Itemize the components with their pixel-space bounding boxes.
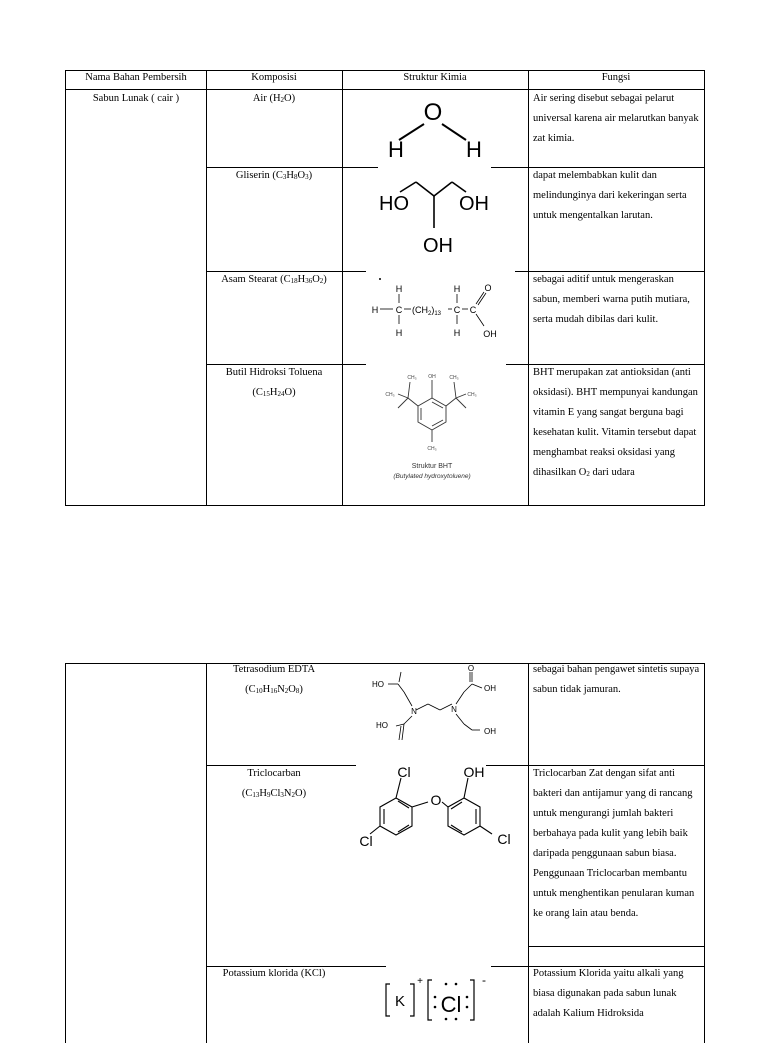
methyl-label: CH₃ (449, 375, 459, 381)
komposisi-edta: Tetrasodium EDTA $(C_{10}H_{16}N_2O_8)$ (232, 664, 316, 695)
charge-plus: + (417, 976, 423, 987)
chlorine-label: Cl (397, 764, 411, 780)
hydroxyl-label: OH (484, 684, 496, 693)
hydrogen-label: H (371, 305, 379, 315)
chlorine-label: Cl (359, 833, 373, 849)
hydrogen-label: H (388, 137, 404, 162)
oxygen-label: O (423, 99, 443, 126)
komposisi-asam-stearat: Asam Stearat $(C_{18}H_{36}O_2)$ (221, 274, 327, 285)
chlorine-label: Cl (440, 992, 462, 1017)
water-structure (380, 90, 500, 162)
oxygen-label: O (467, 664, 475, 673)
chlorine-label: Cl (497, 831, 511, 847)
header-fungsi: Fungsi (601, 72, 631, 83)
header-komposisi: Komposisi (251, 72, 297, 83)
fungsi-triclocarban: Triclocarban Zat dengan sifat anti bakteri dan antijamur yang di rancang untuk mengurangi jumlah bakteri berbahaya pada kulit yang lebih baik daripada penggunaan sabun biasa. Penggunaan Triclocarban membantu untuk menghentikan penularan kuman ke orang lain atau benda. (533, 768, 695, 919)
hydroxyl-label: OH (428, 374, 436, 380)
nitrogen-label: N (451, 705, 457, 714)
bht-caption: Struktur BHT (411, 463, 453, 470)
bht-structure (380, 368, 480, 486)
fungsi-asam-stearat: sebagai aditif untuk mengeraskan sabun, memberi warna putih mutiara, serta mudah dibilas dari kulit. (533, 274, 690, 325)
oxygen-label: O (484, 283, 492, 293)
carbon-label: C (453, 305, 461, 315)
hydrogen-label: H (395, 328, 403, 338)
carbon-label: C (395, 305, 403, 315)
hydroxyl-label: OH (463, 764, 485, 780)
nitrogen-label: N (411, 707, 417, 716)
hydroxyl-label: OH (459, 193, 489, 215)
komposisi-gliserin: Gliserin $(C_3H_8O_3)$ (235, 170, 313, 181)
hydroxyl-label: HO (372, 680, 384, 689)
fungsi-air: Air sering disebut sebagai pelarut universal karena air melarutkan banyak zat kimia. (533, 93, 699, 144)
komposisi-air: Air $(H_2O)$ (252, 93, 296, 104)
edta-structure (368, 664, 514, 750)
header-nama-bahan: Nama Bahan Pembersih (85, 72, 187, 83)
hydrogen-label: H (453, 284, 461, 294)
fungsi-kcl: Potassium Klorida yaitu alkali yang biasa digunakan pada sabun lunak adalah Kalium Hidroksida (533, 968, 684, 1019)
methyl-label: CH₃ (385, 392, 395, 398)
column-divider (342, 71, 343, 505)
komposisi-bht: Butil Hidroksi Toluena $(C_{15}H_{24}O)$ (225, 367, 323, 398)
product-name: Sabun Lunak ( cair ) (92, 93, 180, 104)
stearic-acid-structure (368, 276, 514, 346)
bht-caption-sub: (Butylated hydroxytoluene) (393, 473, 471, 480)
komposisi-kcl: Potassium klorida (KCl) (222, 968, 326, 979)
oxygen-label: O (430, 792, 442, 808)
potassium-label: K (394, 993, 406, 1010)
glycerol-structure (378, 172, 498, 260)
fungsi-gliserin: dapat melembabkan kulit dan melindunginya dari kekeringan serta untuk mengentalkan larutan. (533, 170, 687, 221)
hydroxyl-label: HO (379, 193, 409, 215)
fungsi-bht: BHT merupakan zat antioksidan (anti oksidasi). BHT mempunyai kandungan vitamin E yang sangat berguna bagi kesehatan kulit. Vitamin tersebut dapat menghambat reaksi oksidasi yang dihasilkan $O_2$ dari udara (533, 367, 698, 478)
triclocarban-structure (356, 764, 516, 854)
methylene-chain-label: $(CH_2)_{13}$ (412, 305, 442, 317)
hydroxyl-label: OH (483, 329, 497, 339)
row-divider (528, 946, 704, 947)
hydrogen-label: H (395, 284, 403, 294)
kcl-lewis-structure (380, 970, 490, 1024)
methyl-label: CH₃ (427, 446, 437, 452)
carbon-label: C (469, 305, 477, 315)
hydrogen-label: H (466, 137, 482, 162)
hydroxyl-label: OH (423, 235, 453, 257)
hydrogen-label: H (453, 328, 461, 338)
hydroxyl-label: HO (376, 721, 388, 730)
fungsi-edta: sebagai bahan pengawet sintetis supaya sabun tidak jamuran. (533, 664, 700, 695)
methyl-label: CH₃ (467, 392, 477, 398)
column-divider (206, 664, 207, 1043)
charge-minus: - (482, 973, 486, 987)
komposisi-triclocarban: Triclocarban $(C_{13}H_9Cl_3N_2O)$ (241, 768, 307, 799)
header-struktur-kimia: Struktur Kimia (403, 72, 467, 83)
hydroxyl-label: OH (484, 727, 496, 736)
methyl-label: CH₃ (407, 375, 417, 381)
